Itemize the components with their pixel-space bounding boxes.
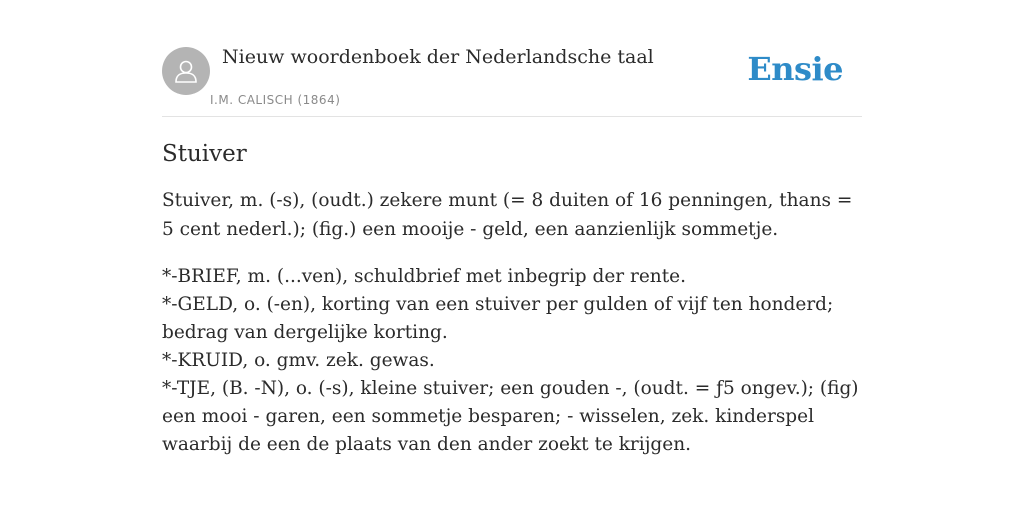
subentry-geld: *-GELD, o. (-en), korting van een stuiver per gulden of vijf ten honderd; bedrag van dergelijke korting. (162, 294, 834, 343)
author-name[interactable]: I.M. CALISCH (1864) (210, 93, 341, 107)
entry-definition: Stuiver, m. (-s), (oudt.) zekere munt (= 8 duiten of 16 penningen, thans = 5 cent nederl.); (fig.) een mooije - geld, een aanzienlijk sommetje. (162, 190, 853, 240)
subentry-list (162, 263, 862, 459)
user-icon (171, 56, 201, 86)
book-title[interactable]: Nieuw woordenboek der Nederlandsche taal (222, 46, 654, 68)
page-content (162, 0, 862, 459)
subentry-tje: *-TJE, (B. -N), o. (-s), kleine stuiver; een gouden -, (oudt. = ƒ5 ongev.); (fig) een mooi - garen, een sommetje besparen; - wisselen, zek. kinderspel waarbij de een de plaats van den ander zoekt te krijgen. (162, 378, 859, 455)
entry-headword: Stuiver (162, 141, 247, 167)
author-avatar[interactable] (162, 47, 210, 95)
brand-logo[interactable]: Ensie (747, 50, 843, 88)
source-header (162, 0, 862, 117)
subentry-brief: *-BRIEF, m. (...ven), schuldbrief met inbegrip der rente. (162, 266, 686, 287)
subentry-kruid: *-KRUID, o. gmv. zek. gewas. (162, 350, 435, 371)
